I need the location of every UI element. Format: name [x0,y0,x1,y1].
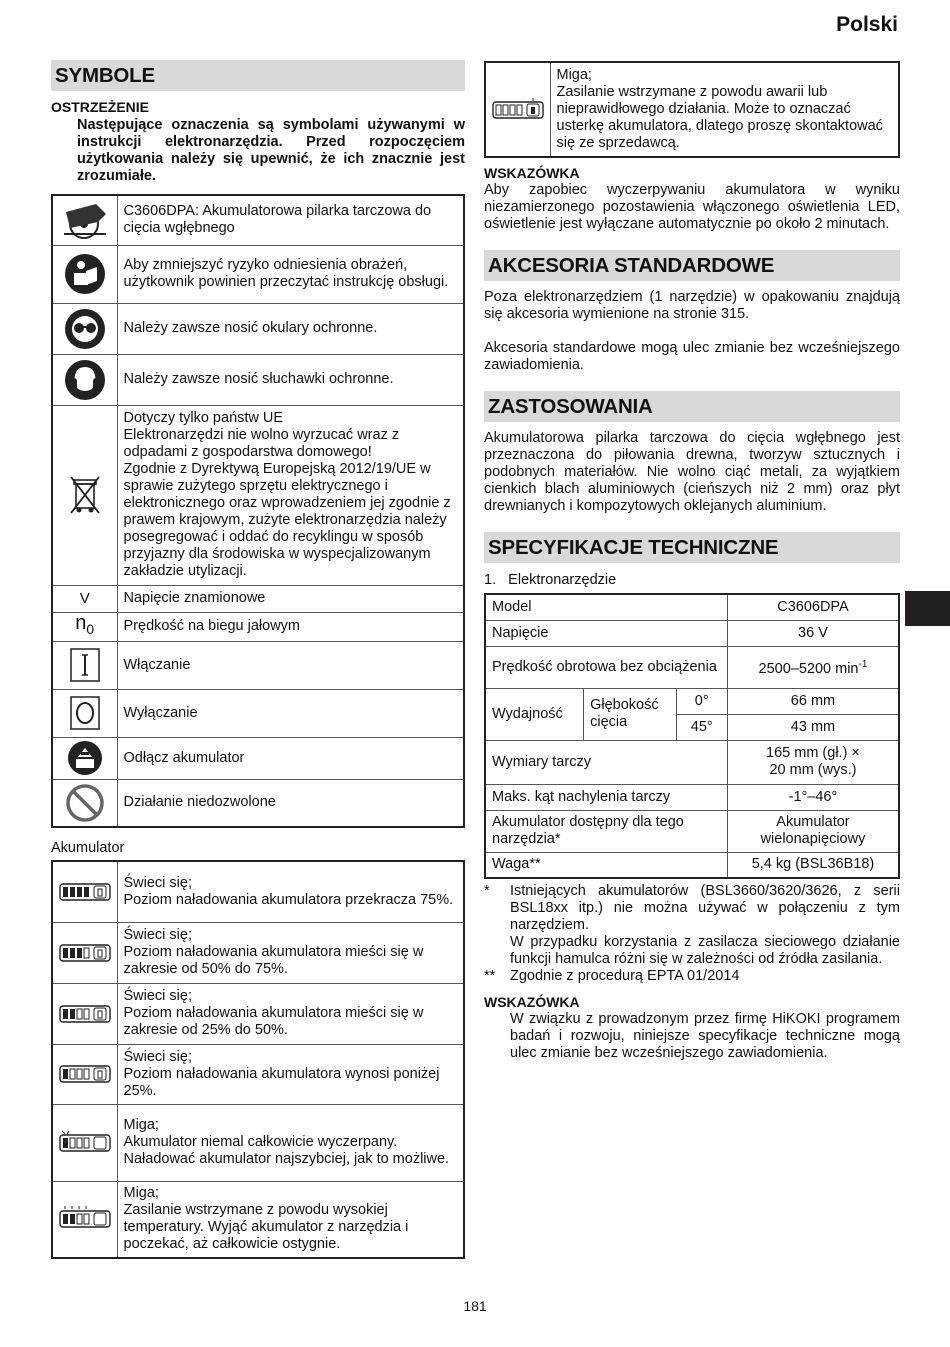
spec-angle: 0° [676,688,727,714]
battery-row [485,62,899,157]
battery-row [52,861,464,922]
voltage-symbol: V [52,585,117,612]
battery-level-25-icon [52,983,117,1044]
symbol-sub: 0 [86,621,95,637]
symbol-row [52,354,464,405]
battery-text: Miga; Zasilanie wstrzymane z powodu awarii lub nieprawidłowego działania. Może to oznaczać usterkę akumulatora, dlatego proszę skontaktować się ze sprzedawcą. [550,62,899,157]
spec-value: C3606DPA [727,594,899,620]
spec-label: Prędkość obrotowa bez obciążenia [485,646,727,688]
battery-table [51,860,465,1259]
accessories-change-text: Akcesoria standardowe mogą ulec zmianie bez wcześniejszego zawiadomienia. [484,340,900,373]
warning-label: OSTRZEŻENIE [51,99,150,115]
spec-notes [484,883,900,985]
spec-value: 36 V [727,620,899,646]
symbol-n: n [75,612,87,634]
battery-text: Świeci się; Poziom naładowania akumulatora wynosi poniżej 25%. [117,1044,464,1104]
battery-caption: Akumulator [51,840,125,856]
accessories-text: Poza elektronarzędziem (1 narzędzie) w opakowaniu znajdują się akcesoria wymienione na stronie 315. [484,289,900,322]
battery-text: Świeci się; Poziom naładowania akumulatora mieści się w zakresie od 25% do 50%. [117,983,464,1044]
footnote-text: Istniejących akumulatorów (BSL3660/3620/3626, z serii BSL18xx itp.) nie można używać w połączeniu z tym narzędziem. [510,883,900,933]
speed-unit-sup: -1 [858,659,868,671]
language-thumb-tab [905,591,950,626]
footnote [484,883,900,934]
spec-row [485,740,899,784]
spec-value [727,646,899,688]
spec-value: 5,4 kg (BSL36B18) [727,852,899,878]
symbol-text: Należy zawsze nosić słuchawki ochronne. [117,354,464,405]
section-title-accessories: AKCESORIA STANDARDOWE [484,250,900,281]
tip-text: Aby zapobiec wyczerpywaniu akumulatora w wyniku niezamierzonego pozostawienia włączonego oświetlenia LED, oświetlenie jest wyłączane automatycznie po około 2 minutach. [484,182,900,232]
battery-level-75-icon [52,861,117,922]
battery-level-low-icon [52,1044,117,1104]
spec-row [485,688,899,714]
symbols-table [51,194,465,828]
battery-row [52,1104,464,1181]
tip-label: WSKAZÓWKA [484,165,580,181]
spec-label: Głębokość cięcia [584,688,676,740]
battery-blinking-temperature-icon [52,1181,117,1258]
battery-blinking-fault-icon [485,62,550,157]
symbol-text: Działanie niedozwolone [117,779,464,827]
spec-label: Model [485,594,727,620]
symbol-text: Dotyczy tylko państw UE Elektronarzędzi nie wolno wyrzucać wraz z odpadami z gospodarstwa domowego! Zgodnie z Dyrektywą Europejską 2012/19/UE w sprawie zużytego sprzętu elektrycznego i elektronicznego oraz wprowadzeniem jej zgodnie z prawem krajowym, zużyte elektronarzędzia należy posegregować i oddać do recyklingu w sposób przyjazny dla środowiska w wyspecjalizowanym zakładzie utylizacji. [117,405,464,585]
symbol-row [52,405,464,585]
tip-text: W związku z prowadzonym przez firmę HiKOKI programem badań i rozwoju, niniejsze specyfikacje techniczne mogą ulec zmianie bez wcześniejszego zawiadomienia. [510,1011,900,1061]
footnote-text-continued: W przypadku korzystania z zasilacza sieciowego działanie funkcji hamulca różni się w zależności od źródła zasilania. [510,934,900,967]
no-load-speed-symbol [52,612,117,641]
switch-on-icon [52,641,117,689]
battery-text: Świeci się; Poziom naładowania akumulatora mieści się w zakresie od 50% do 75%. [117,922,464,983]
symbol-row [52,612,464,641]
read-manual-icon [52,245,117,303]
prohibited-icon [52,779,117,827]
battery-blinking-empty-icon [52,1104,117,1181]
applications-text: Akumulatorowa pilarka tarczowa do cięcia wgłębnego jest przeznaczona do piłowania drewna, tworzyw sztucznych i podobnych materiałów. Nie wolno ciąć metali, za wyjątkiem cienkich blach aluminiowych (cieńszych niż 2 mm) oraz płyt drewnianych i kompozytowych oklejanych aluminium. [484,430,900,514]
switch-off-icon [52,689,117,737]
spec-row [485,810,899,852]
battery-row [52,922,464,983]
spec-label: Napięcie [485,620,727,646]
spec-value: 66 mm [727,688,899,714]
spec-value: -1°–46° [727,784,899,810]
symbol-text: C3606DPA: Akumulatorowa pilarka tarczowa do cięcia wgłębnego [117,195,464,245]
symbol-row [52,737,464,779]
footnote-mark: * [484,883,490,899]
battery-text: Miga; Zasilanie wstrzymane z powodu wysokiej temperatury. Wyjąć akumulator z narzędzia i poczekać, aż całkowicie ostygnie. [117,1181,464,1258]
spec-angle: 45° [676,714,727,740]
symbol-text: Odłącz akumulator [117,737,464,779]
spec-row [485,620,899,646]
disconnect-battery-icon [52,737,117,779]
symbol-text: Należy zawsze nosić okulary ochronne. [117,303,464,354]
section-title-specs: SPECYFIKACJE TECHNICZNE [484,532,900,563]
tip-label: WSKAZÓWKA [484,994,580,1010]
specs-table [484,593,900,879]
left-column [51,60,465,1259]
circular-saw-icon [52,195,117,245]
warning-text: Następujące oznaczenia są symbolami używanymi w instrukcji elektronarzędzia. Przed rozpoczęciem użytkowania należy się upewnić, że ich znacznie jest zrozumiałe. [77,117,465,184]
safety-glasses-icon [52,303,117,354]
section-title-applications: ZASTOSOWANIA [484,391,900,422]
battery-fault-table [484,61,900,158]
symbol-row [52,195,464,245]
spec-row [485,646,899,688]
spec-label: Maks. kąt nachylenia tarczy [485,784,727,810]
symbol-text: Prędkość na biegu jałowym [117,612,464,641]
ear-protection-icon [52,354,117,405]
symbol-row [52,779,464,827]
spec-value: 43 mm [727,714,899,740]
symbol-text: Wyłączanie [117,689,464,737]
language-label: Polski [836,13,898,36]
symbol-row [52,245,464,303]
battery-text: Świeci się; Poziom naładowania akumulatora przekracza 75%. [117,861,464,922]
symbol-row [52,641,464,689]
spec-row [485,852,899,878]
spec-label: Wydajność [485,688,584,740]
page-number: 181 [463,1298,487,1314]
symbol-row [52,303,464,354]
battery-row [52,1044,464,1104]
footnote-text: Zgodnie z procedurą EPTA 01/2014 [510,968,740,984]
spec-row [485,784,899,810]
spec-label: Wymiary tarczy [485,740,727,784]
specs-caption: 1. Elektronarzędzie [484,572,617,588]
symbol-row [52,585,464,612]
weee-bin-icon [52,405,117,585]
speed-value: 2500–5200 min [758,660,859,677]
symbol-text: Napięcie znamionowe [117,585,464,612]
battery-row [52,1181,464,1258]
spec-label: Akumulator dostępny dla tego narzędzia* [485,810,727,852]
symbol-text: Włączanie [117,641,464,689]
battery-level-50-icon [52,922,117,983]
battery-row [52,983,464,1044]
right-column [484,61,900,1062]
section-title-symbole: SYMBOLE [51,60,465,91]
footnote-mark: ** [484,968,496,984]
spec-value [727,740,899,784]
symbol-row [52,689,464,737]
footnote [484,968,900,985]
blade-value-line1: 165 mm (gł.) × [766,745,860,761]
symbol-text: Aby zmniejszyć ryzyko odniesienia obrażeń, użytkownik powinien przeczytać instrukcję obsługi. [117,245,464,303]
spec-label: Waga** [485,852,727,878]
blade-value-line2: 20 mm (wys.) [769,762,857,778]
spec-value: Akumulator wielonapięciowy [727,810,899,852]
spec-row [485,594,899,620]
battery-text: Miga; Akumulator niemal całkowicie wyczerpany. Naładować akumulator najszybciej, jak to możliwe. [117,1104,464,1181]
